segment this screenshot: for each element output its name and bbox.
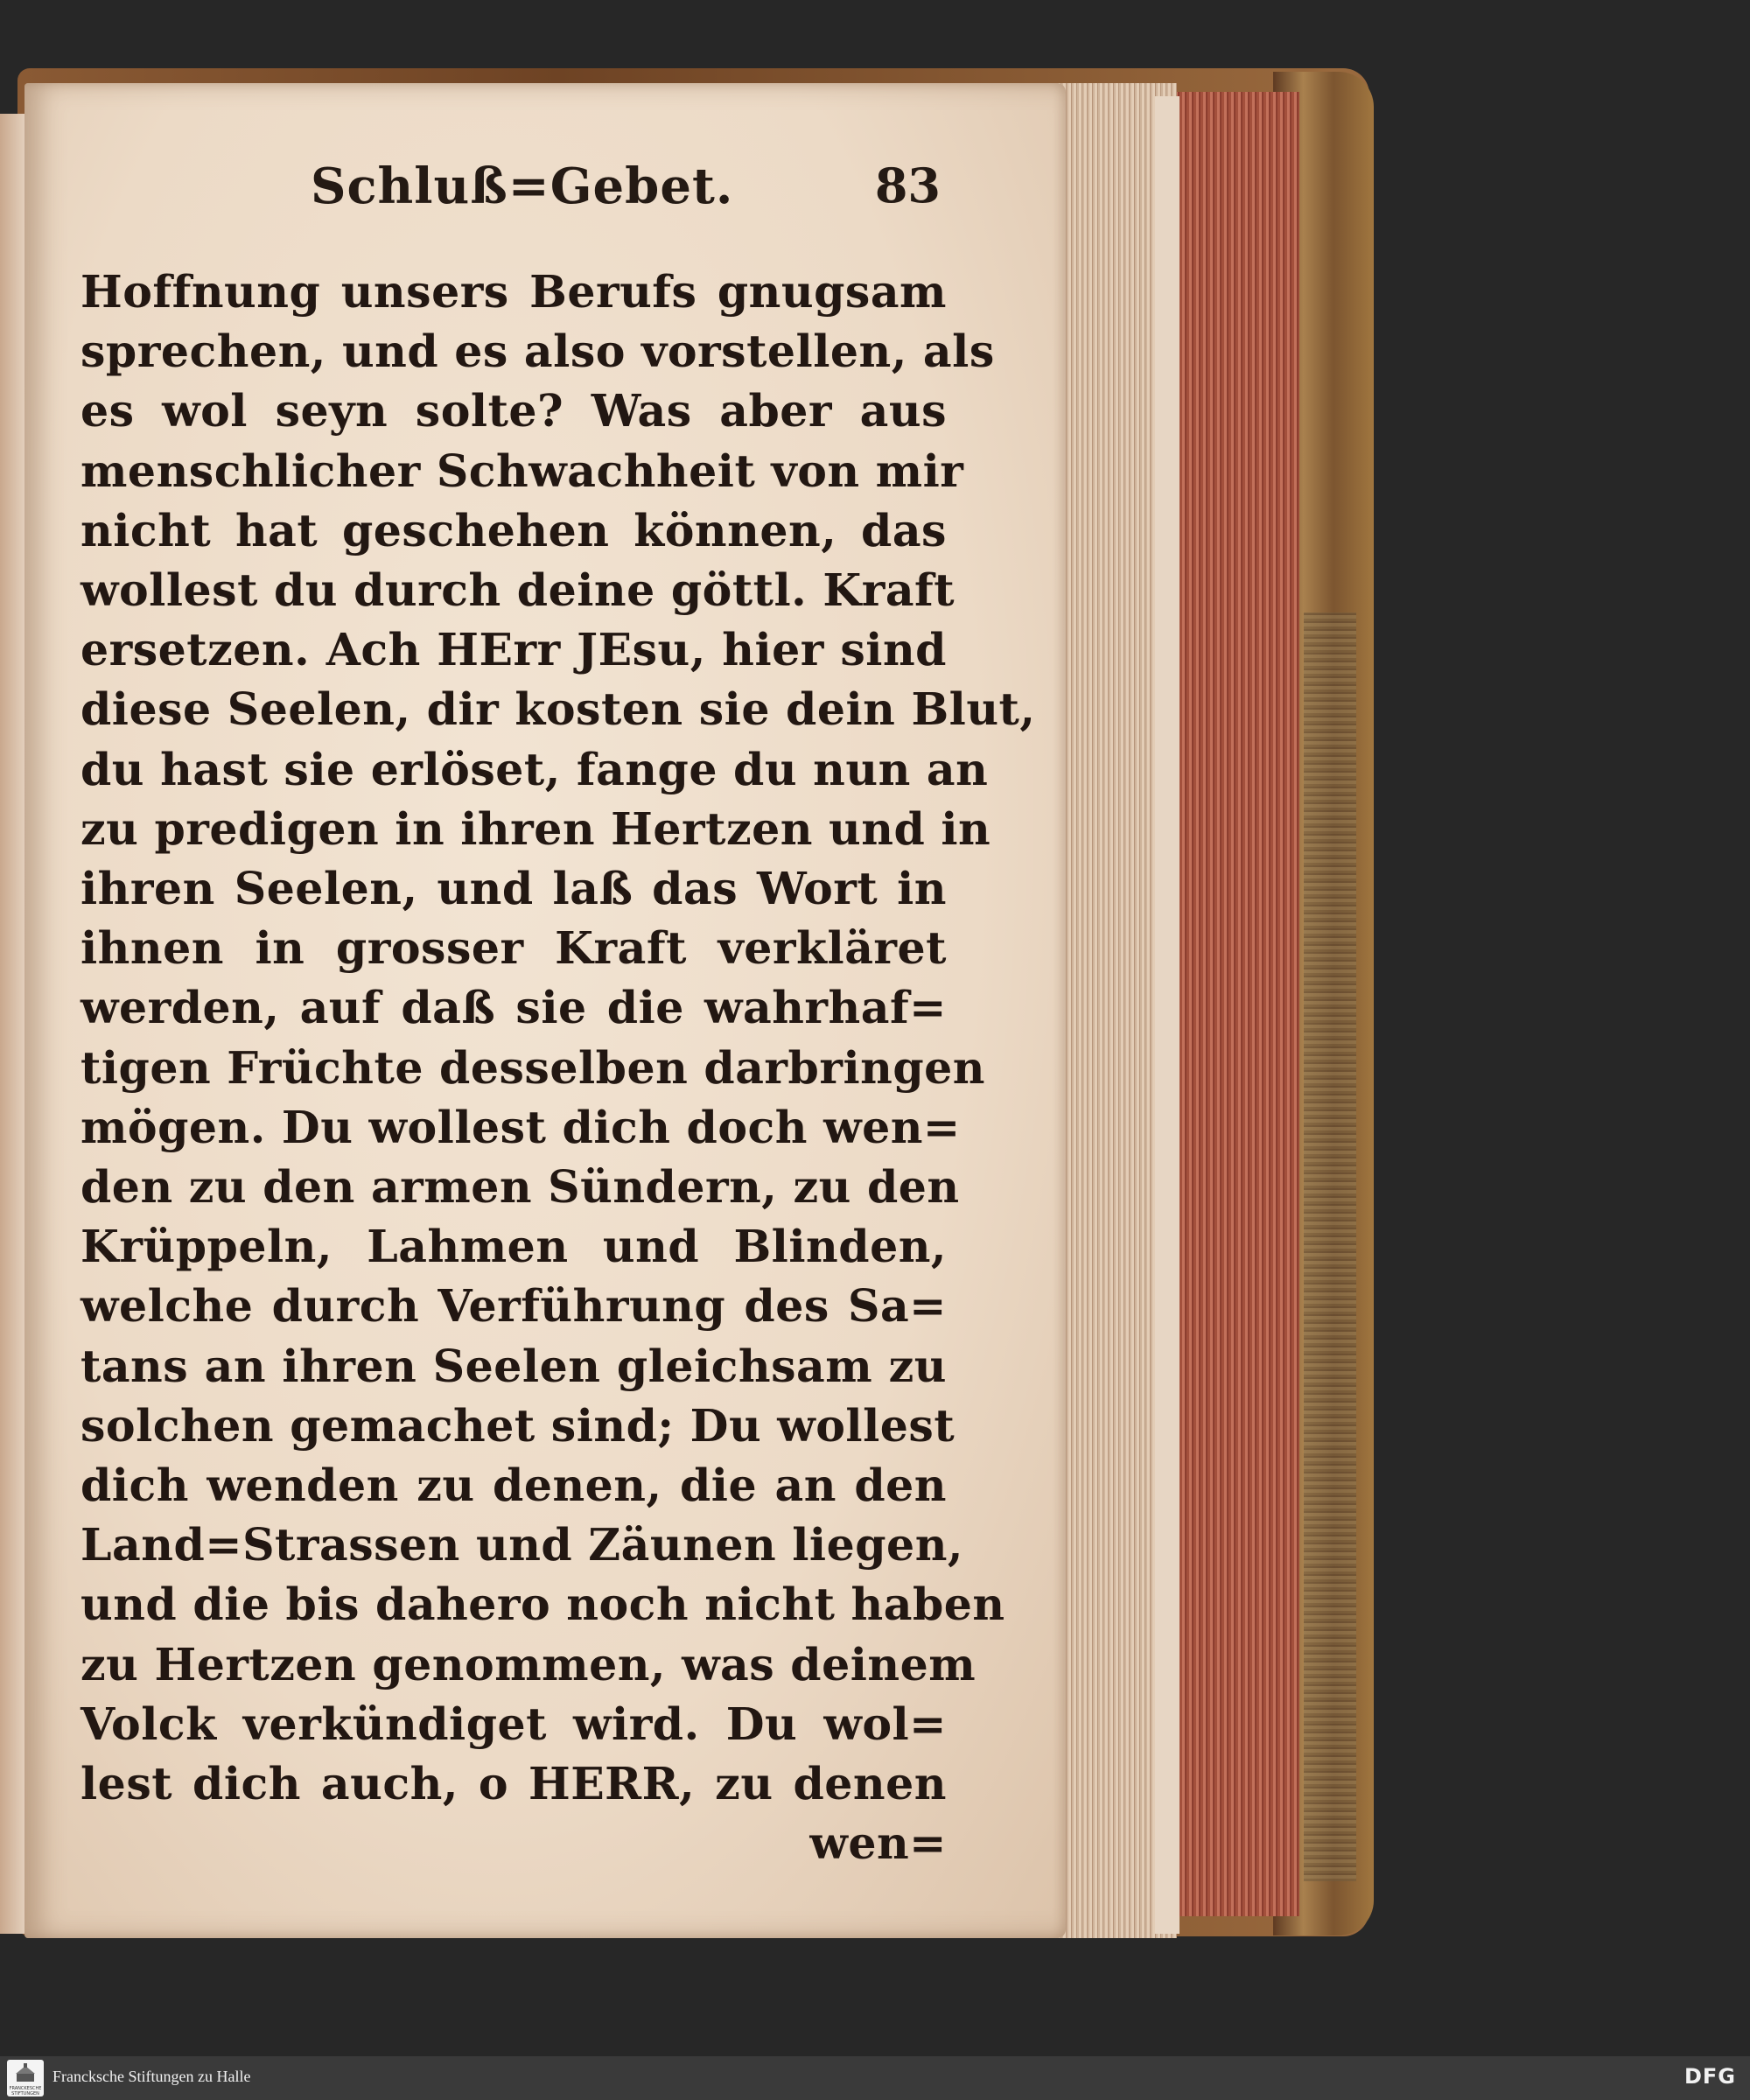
logo-emblem [15, 2063, 36, 2082]
page-header [311, 158, 949, 236]
page-block-rim [1155, 96, 1180, 1934]
text-line: du hast sie erlöset, fange du nun an [80, 743, 989, 795]
text-line: und die bis dahero noch nicht haben [80, 1578, 1005, 1631]
text-line: solchen gemachet sind; Du wollest [80, 1399, 956, 1452]
text-line: tigen Früchte desselben darbringen [80, 1041, 986, 1094]
running-title: Schluß=Gebet. [311, 158, 734, 215]
text-line: wollest du durch deine göttl. Kraft [80, 564, 956, 617]
text-line: nicht hat geschehen können, das [80, 504, 947, 556]
text-line: mögen. Du wollest dich doch wen= [80, 1101, 961, 1153]
text-line: ihren Seelen, und laß das Wort in [80, 863, 947, 915]
viewer-footer [0, 2056, 1750, 2100]
text-line: diese Seelen, dir kosten sie dein Blut, [80, 683, 1036, 736]
text-line: werden, auf daß sie die wahrhaf= [80, 982, 947, 1034]
institution-name[interactable]: Francksche Stiftungen zu Halle [52, 2068, 251, 2085]
facing-page-sliver [0, 114, 26, 1934]
text-line: lest dich auch, o HERR, zu denen [80, 1758, 947, 1810]
text-line: menschlicher Schwachheit von mir [80, 444, 964, 497]
text-line: tans an ihren Seelen gleichsam zu [80, 1340, 947, 1392]
page-number: 83 [874, 158, 941, 214]
francke-foundation-logo-icon[interactable] [7, 2060, 44, 2096]
text-line: dich wenden zu denen, die an den [80, 1460, 947, 1512]
text-line: Hoffnung unsers Berufs gnugsam [80, 266, 947, 318]
text-line: ersetzen. Ach HErr JEsu, hier sind [80, 624, 947, 676]
text-line: welche durch Verführung des Sa= [80, 1280, 947, 1333]
text-line: sprechen, und es also vorstellen, als [80, 326, 995, 378]
dfg-logo[interactable]: DFG [1684, 2064, 1736, 2089]
text-line: ihnen in grosser Kraft verkläret [80, 922, 947, 975]
red-page-edges [1172, 92, 1299, 1916]
text-line: es wol seyn solte? Was aber aus [80, 385, 947, 438]
text-line: Land=Strassen und Zäunen liegen, [80, 1519, 963, 1572]
text-line: Krüppeln, Lahmen und Blinden, [80, 1221, 947, 1273]
text-line: zu predigen in ihren Hertzen und in [80, 802, 991, 855]
spine-texture [1304, 612, 1356, 1881]
text-line: Volck verkündiget wird. Du wol= [80, 1698, 947, 1750]
page-body [80, 262, 1036, 1873]
text-line: zu Hertzen genommen, was deinem [80, 1638, 976, 1690]
text-line: den zu den armen Sündern, zu den [80, 1161, 960, 1214]
catchword: wen= [809, 1817, 947, 1870]
logo-caption: FRANCKESCHE STIFTUNGEN [9, 2086, 42, 2096]
